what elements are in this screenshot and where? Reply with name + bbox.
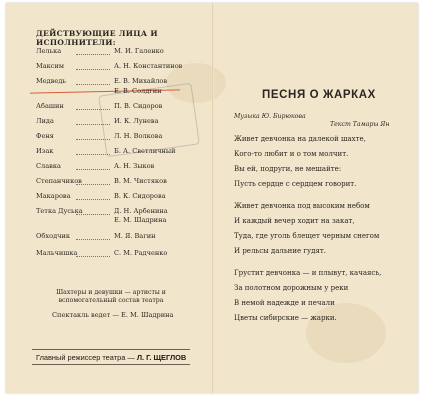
- actor-name: Е. В. Михайлов: [114, 77, 168, 85]
- role-name: Славка: [36, 162, 61, 170]
- actor-name: Д. Н. Арбенина: [114, 207, 168, 215]
- cast-row: [36, 249, 184, 261]
- actor-name: В. К. Сидорова: [114, 192, 166, 200]
- leader-dots: [76, 256, 110, 257]
- cast-row: [36, 102, 184, 114]
- song-title: ПЕСНЯ О ЖАРКАХ: [262, 89, 376, 101]
- role-name: Степанчиков: [36, 177, 82, 185]
- role-name: Тетка Дуська: [36, 207, 83, 215]
- cast-row: [36, 147, 184, 159]
- actor-name: Е. В. Солдгин: [114, 87, 162, 95]
- leader-dots: [76, 169, 110, 170]
- leader-dots: [76, 139, 110, 140]
- cast-row: [36, 192, 184, 204]
- lyric-line: Пусть сердце с сердцем говорит.: [234, 180, 357, 188]
- leader-dots: [76, 84, 110, 85]
- lyric-line: Цветы сибирские — жарки.: [234, 314, 337, 322]
- role-name: Медведь: [36, 77, 66, 85]
- actor-name: Л. Н. Волкова: [114, 132, 163, 140]
- lyrics-credit: Текст Тамары Ян: [330, 121, 390, 128]
- cast-row: [36, 87, 184, 99]
- cast-row: [36, 232, 184, 244]
- actor-name: С. М. Радченко: [114, 249, 168, 257]
- lyric-line: В немой надежде и печали: [234, 299, 335, 307]
- role-name: Обходчик: [36, 232, 70, 240]
- director-name: Л. Г. ЩЕГЛОВ: [136, 353, 187, 362]
- role-name: Феня: [36, 132, 54, 140]
- actor-name: В. М. Чистяков: [114, 177, 167, 185]
- lyric-line: Живет девчонка на далекой шахте,: [234, 135, 366, 143]
- stage-manager-line: Спектакль ведет — Е. М. Шадрина: [52, 311, 174, 319]
- program-sheet: [6, 3, 418, 393]
- leader-dots: [76, 239, 110, 240]
- lyric-line: За полотном дорожным у реки: [234, 284, 349, 292]
- cast-title: ДЕЙСТВУЮЩИЕ ЛИЦА И ИСПОЛНИТЕЛИ:: [36, 29, 158, 47]
- lyric-line: Живет девчонка под высоким небом: [234, 202, 370, 210]
- role-name: Лелька: [36, 47, 62, 55]
- leader-dots: [76, 214, 110, 215]
- role-name: Макарова: [36, 192, 71, 200]
- cast-row: [36, 117, 184, 129]
- leader-dots: [76, 124, 110, 125]
- cast-row: [36, 162, 184, 174]
- music-credit: Музыка Ю. Бирюкова: [234, 113, 306, 120]
- actor-name: Е. М. Шадрина: [114, 216, 167, 224]
- cast-note: Шахтеры и девушки — артисты и вспомогательный состав театра: [56, 289, 166, 304]
- leader-dots: [76, 184, 110, 185]
- song-page: [214, 3, 418, 393]
- role-name: Изак: [36, 147, 54, 155]
- role-name: Лида: [36, 117, 54, 125]
- actor-name: А. Н. Зыков: [114, 162, 155, 170]
- lyric-line: И каждый вечер ходит на закат,: [234, 217, 355, 225]
- leader-dots: [76, 154, 110, 155]
- role-name: Мальчишка: [36, 249, 78, 257]
- cast-row: [36, 62, 184, 74]
- leader-dots: [76, 69, 110, 70]
- cast-row: [36, 216, 184, 228]
- actor-name: И. К. Лунева: [114, 117, 159, 125]
- lyric-line: Туда, где уголь блещет черным снегом: [234, 232, 380, 240]
- director-prefix: Главный режиссер театра —: [36, 353, 135, 362]
- lyric-line: И рельсы дальние гудят.: [234, 247, 326, 255]
- cast-row: [36, 132, 184, 144]
- lyric-line: Кого-то любит и о том молчит.: [234, 150, 349, 158]
- actor-name: М. Я. Вагин: [114, 232, 156, 240]
- director-credit: [36, 353, 186, 362]
- lyric-line: Грустит девчонка — и плывут, качаясь,: [234, 269, 382, 277]
- leader-dots: [76, 109, 110, 110]
- role-name: Абашин: [36, 102, 64, 110]
- actor-name: Б. А. Светличный: [114, 147, 176, 155]
- cast-row: [36, 177, 184, 189]
- leader-dots: [76, 199, 110, 200]
- actor-name: П. В. Сидоров: [114, 102, 163, 110]
- cast-row: [36, 47, 184, 59]
- lyric-line: Вы ей, подруги, не мешайте:: [234, 165, 342, 173]
- actor-name: М. И. Галенко: [114, 47, 164, 55]
- actor-name: А. Н. Константинов: [114, 62, 183, 70]
- role-name: Максим: [36, 62, 65, 70]
- cast-page: [6, 3, 212, 393]
- leader-dots: [76, 54, 110, 55]
